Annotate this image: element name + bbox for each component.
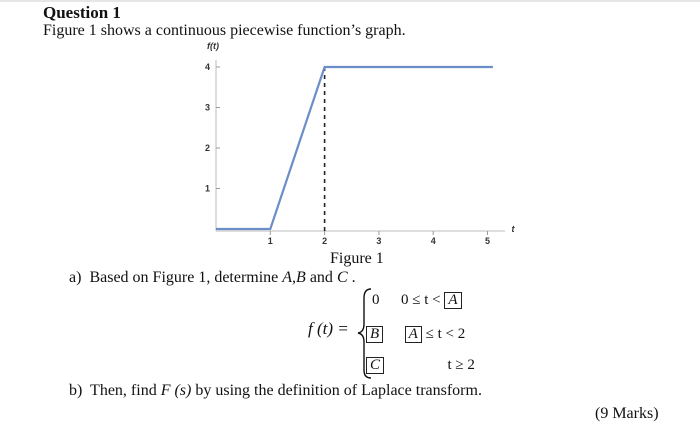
x-tick-label-5: 5 bbox=[484, 236, 491, 246]
part-a-suffix: . bbox=[347, 269, 356, 286]
x-axis-label: t bbox=[511, 224, 515, 234]
piecewise-row-3 bbox=[366, 357, 475, 374]
x-tick-label-2: 2 bbox=[322, 236, 328, 246]
row3-box-c: C bbox=[366, 357, 384, 374]
part-b-prefix: Then, find bbox=[90, 382, 161, 399]
piecewise-row-1 bbox=[372, 292, 462, 309]
row1-value: 0 bbox=[372, 292, 380, 308]
y-tick-label-4: 4 bbox=[204, 62, 210, 72]
row1-box-a: A bbox=[444, 292, 461, 309]
part-a-mid: and bbox=[305, 269, 337, 286]
y-tick-label-1: 1 bbox=[204, 183, 210, 194]
part-b-suffix: by using the definition of Laplace transform. bbox=[191, 382, 482, 399]
x-tick-label-1: 1 bbox=[267, 236, 273, 246]
row2-box-b: B bbox=[366, 326, 383, 343]
x-tick-label-4: 4 bbox=[430, 236, 436, 246]
part-a-label: a) bbox=[69, 269, 82, 286]
function-line bbox=[216, 67, 493, 229]
marks-label: (9 Marks) bbox=[595, 405, 659, 422]
y-tick-label-2: 2 bbox=[204, 143, 210, 153]
y-axis-label: f(t) bbox=[207, 41, 219, 51]
part-b-math: F (s) bbox=[160, 382, 192, 399]
part-a-math-ab: A,B bbox=[282, 269, 306, 286]
piecewise-lhs: f (t) = bbox=[308, 319, 349, 338]
question-intro: Figure 1 shows a continuous piecewise function’s graph. bbox=[43, 22, 406, 39]
graph-axes bbox=[205, 41, 516, 246]
graph-marks bbox=[216, 67, 493, 231]
row2-condition: ≤ t < 2 bbox=[425, 326, 466, 342]
x-tick-label-3: 3 bbox=[376, 236, 382, 246]
row1-condition: 0 ≤ t < bbox=[401, 292, 441, 308]
part-a bbox=[69, 269, 356, 287]
piecewise-row-2 bbox=[366, 326, 465, 343]
row3-condition: t ≥ 2 bbox=[447, 357, 475, 373]
question-title: Question 1 bbox=[43, 3, 121, 22]
part-b-label: b) bbox=[69, 382, 83, 399]
part-a-prefix: Based on Figure 1, determine bbox=[89, 269, 283, 286]
figure-caption: Figure 1 bbox=[330, 250, 384, 267]
part-a-math-c: C bbox=[336, 269, 348, 286]
y-tick-label-3: 3 bbox=[204, 102, 210, 113]
row2-cond-box-a: A bbox=[405, 326, 422, 343]
piecewise-definition bbox=[300, 286, 540, 381]
part-b bbox=[69, 382, 482, 400]
